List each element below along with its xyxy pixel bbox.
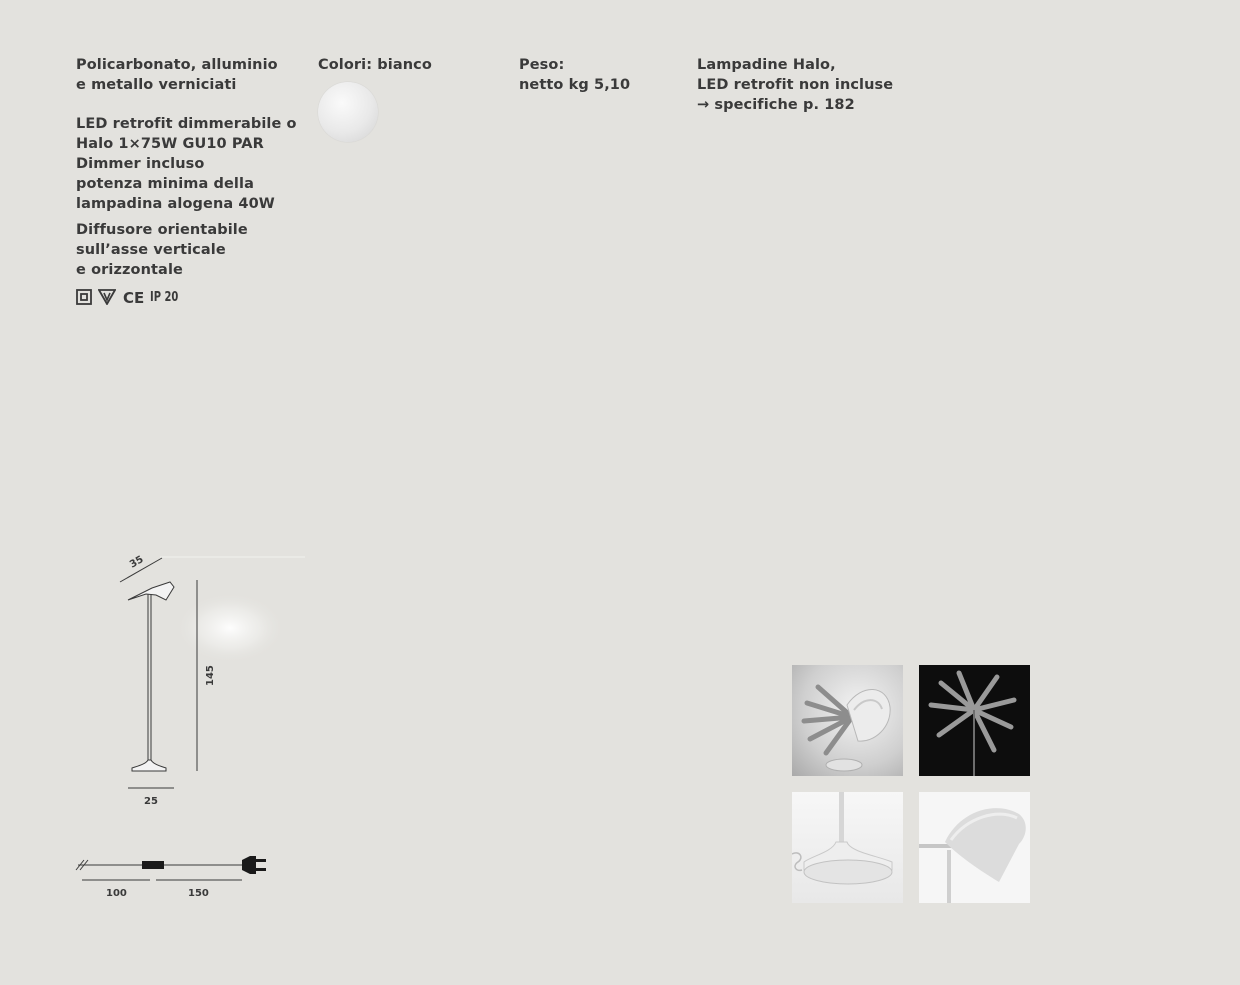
bulbs-line: LED retrofit non incluse [697, 77, 894, 93]
f-mark-icon [98, 289, 116, 305]
head-dimension-label: 35 [128, 554, 146, 571]
photo-multiple-positions-dark [919, 665, 1030, 776]
cable-length-before-switch: 100 [106, 888, 127, 899]
certification-marks [76, 289, 183, 305]
diffuser-line: e orizzontale [76, 262, 183, 278]
colors-text [318, 55, 432, 75]
ip-rating: IP 20 [150, 289, 179, 305]
cable-length-after-switch: 150 [188, 888, 209, 899]
material-text [76, 55, 278, 95]
dimmer-switch-icon [142, 861, 164, 869]
colors-label: Colori: bianco [318, 57, 432, 73]
light-source-line: Halo 1×75W GU10 PAR [76, 136, 264, 152]
weight-text [519, 55, 630, 95]
bulbs-line: → specifiche p. 182 [697, 97, 855, 113]
photo-head-detail [919, 792, 1030, 903]
material-line: Policarbonato, alluminio [76, 57, 278, 73]
bulbs-text [697, 55, 893, 115]
color-swatch-white [318, 82, 378, 142]
light-source-line: Dimmer incluso [76, 156, 205, 172]
bulbs-line: Lampadine Halo, [697, 57, 836, 73]
cable-drawing [70, 850, 280, 905]
photo-multiple-positions-light [792, 665, 903, 776]
ce-mark-text: CE [123, 289, 144, 305]
lamp-base [132, 760, 166, 771]
ce-mark-icon [122, 289, 144, 305]
light-source-line: potenza minima della [76, 176, 254, 192]
light-source-line: LED retrofit dimmerabile o [76, 116, 297, 132]
light-beam [175, 592, 285, 664]
double-insulation-icon [76, 289, 92, 305]
plug-pin [256, 868, 266, 871]
lamp-dimension-drawing [60, 540, 320, 820]
height-dimension-label: 145 [205, 665, 216, 686]
base-dimension-label: 25 [144, 796, 158, 807]
material-line: e metallo verniciati [76, 77, 237, 93]
diffuser-line: sull’asse verticale [76, 242, 226, 258]
weight-label: Peso: [519, 57, 565, 73]
diffuser-text [76, 220, 248, 280]
diffuser-line: Diffusore orientabile [76, 222, 248, 238]
photo-base-detail [792, 792, 903, 903]
light-source-line: lampadina alogena 40W [76, 196, 275, 212]
plug-icon [242, 856, 256, 874]
light-source-text [76, 114, 297, 214]
weight-value: netto kg 5,10 [519, 77, 631, 93]
plug-pin [256, 859, 266, 862]
